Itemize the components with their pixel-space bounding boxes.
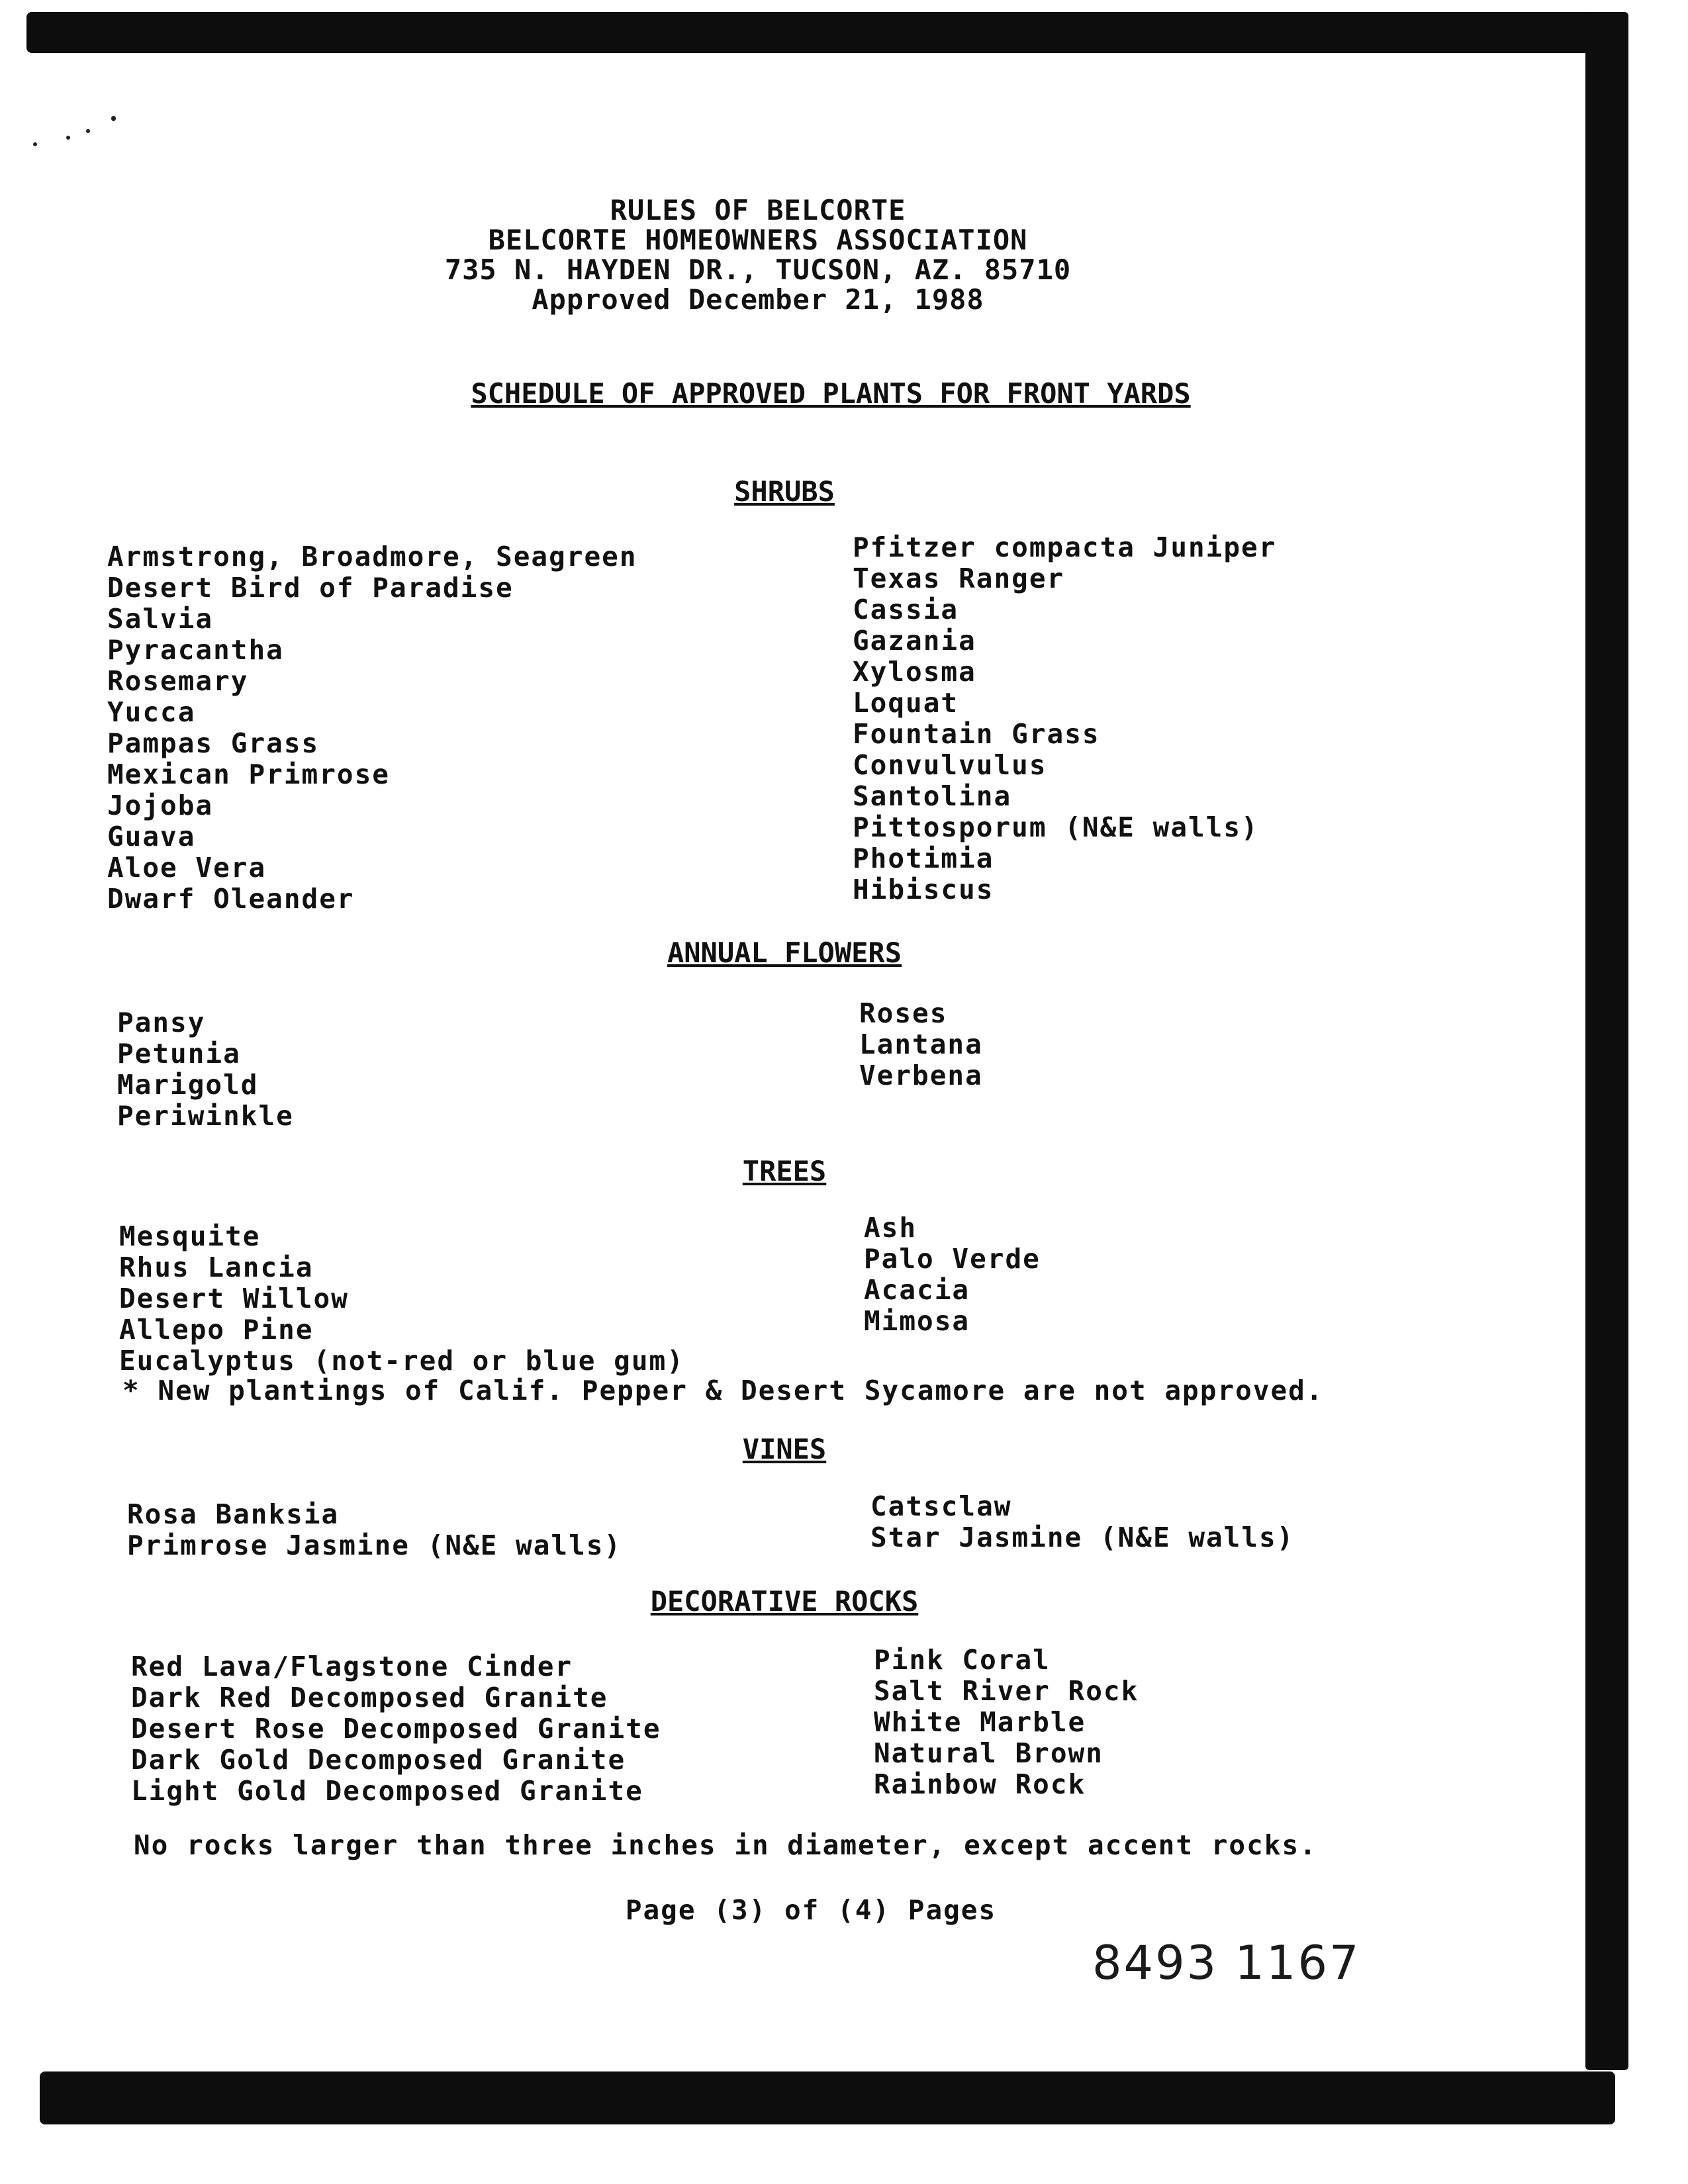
section-title-shrubs: SHRUBS: [734, 475, 835, 508]
list-item: Pyracantha: [107, 634, 284, 666]
list-item: Roses: [859, 997, 948, 1029]
decorative-rocks-left-column: [131, 1651, 892, 1807]
list-item: Pampas Grass: [107, 727, 320, 759]
annual-flowers-right-column: [859, 998, 1620, 1091]
trees-left-column: [119, 1221, 880, 1377]
list-item: Natural Brown: [874, 1737, 1103, 1769]
list-item: Dwarf Oleander: [107, 883, 355, 915]
list-item: Loquat: [853, 687, 959, 719]
shrubs-left-column: [107, 541, 868, 915]
decorative-rocks-note: No rocks larger than three inches in diameter, except accent rocks.: [134, 1829, 1317, 1861]
list-item: Mesquite: [119, 1220, 261, 1252]
list-item: Salt River Rock: [874, 1675, 1139, 1707]
list-item: Desert Rose Decomposed Granite: [131, 1713, 661, 1745]
list-item: Jojoba: [107, 790, 214, 821]
shrubs-right-column: [853, 532, 1614, 905]
section-title-annual-flowers: ANNUAL FLOWERS: [667, 936, 902, 969]
header-association: BELCORTE HOMEOWNERS ASSOCIATION: [488, 224, 1028, 256]
list-item: Palo Verde: [864, 1243, 1041, 1275]
list-item: Star Jasmine (N&E walls): [870, 1522, 1295, 1553]
vines-right-column: [870, 1491, 1632, 1553]
header-address: 735 N. HAYDEN DR., TUCSON, AZ. 85710: [444, 253, 1072, 286]
annual-flowers-left-column: [117, 1007, 878, 1132]
header-approved-date: Approved December 21, 1988: [532, 283, 984, 316]
list-item: Cassia: [853, 594, 959, 625]
list-item-eucalyptus: Eucalyptus (not-red or blue gum): [119, 1345, 684, 1377]
list-item: Xylosma: [853, 656, 976, 688]
vines-left-column: [127, 1499, 888, 1561]
section-title-trees: TREES: [742, 1155, 827, 1187]
schedule-title: SCHEDULE OF APPROVED PLANTS FOR FRONT YARDS: [471, 377, 1191, 410]
list-item: Ash: [864, 1212, 917, 1244]
decorative-rocks-right-column: [874, 1645, 1635, 1800]
list-item: Periwinkle: [117, 1100, 294, 1132]
list-item: Yucca: [107, 696, 196, 728]
list-item: Light Gold Decomposed Granite: [131, 1775, 643, 1807]
trees-right-column: [864, 1212, 1625, 1337]
trees-note: * New plantings of Calif. Pepper & Desert Sycamore are not approved.: [122, 1375, 1324, 1406]
list-item: Hibiscus: [853, 874, 994, 905]
section-title-decorative-rocks: DECORATIVE ROCKS: [650, 1585, 919, 1617]
list-item: Rainbow Rock: [874, 1768, 1086, 1800]
list-item: Red Lava/Flagstone Cinder: [131, 1651, 573, 1682]
list-item: Rosemary: [107, 665, 249, 697]
list-item: Mexican Primrose: [107, 758, 390, 790]
document-header: [0, 195, 1516, 314]
list-item: Texas Ranger: [853, 563, 1065, 594]
list-item: Guava: [107, 821, 196, 852]
list-item: Salvia: [107, 603, 214, 635]
list-item: White Marble: [874, 1706, 1086, 1738]
list-item: Pansy: [117, 1007, 206, 1038]
page-number: Page (3) of (4) Pages: [625, 1894, 997, 1926]
list-item: Acacia: [864, 1274, 970, 1306]
list-item: Marigold: [117, 1069, 259, 1101]
list-item: Allepo Pine: [119, 1314, 314, 1345]
list-item: Santolina: [853, 780, 1012, 812]
list-item: Verbena: [859, 1060, 983, 1091]
list-item: Convulvulus: [853, 749, 1047, 781]
list-item: Photimia: [853, 842, 994, 874]
list-item: Gazania: [853, 625, 976, 657]
list-item: Rosa Banksia: [127, 1498, 340, 1530]
header-title: RULES OF BELCORTE: [610, 194, 906, 226]
list-item: Mimosa: [864, 1305, 970, 1337]
list-item: Rhus Lancia: [119, 1251, 314, 1283]
document-number: 8493 1167: [1092, 1936, 1361, 1990]
list-item: Armstrong, Broadmore, Seagreen: [107, 541, 637, 572]
list-item: Catsclaw: [870, 1490, 1012, 1522]
list-item: Fountain Grass: [853, 718, 1100, 750]
list-item: Desert Willow: [119, 1283, 349, 1314]
list-item: Dark Gold Decomposed Granite: [131, 1744, 626, 1776]
list-item: Desert Bird of Paradise: [107, 572, 514, 604]
list-item: Petunia: [117, 1038, 241, 1069]
list-item: Aloe Vera: [107, 852, 267, 884]
list-item: Pittosporum (N&E walls): [853, 811, 1259, 843]
section-title-vines: VINES: [742, 1433, 827, 1465]
list-item: Pink Coral: [874, 1644, 1051, 1676]
list-item: Primrose Jasmine (N&E walls): [127, 1529, 622, 1561]
list-item: Pfitzer compacta Juniper: [853, 531, 1277, 563]
list-item: Dark Red Decomposed Granite: [131, 1682, 608, 1713]
list-item: Lantana: [859, 1028, 983, 1060]
